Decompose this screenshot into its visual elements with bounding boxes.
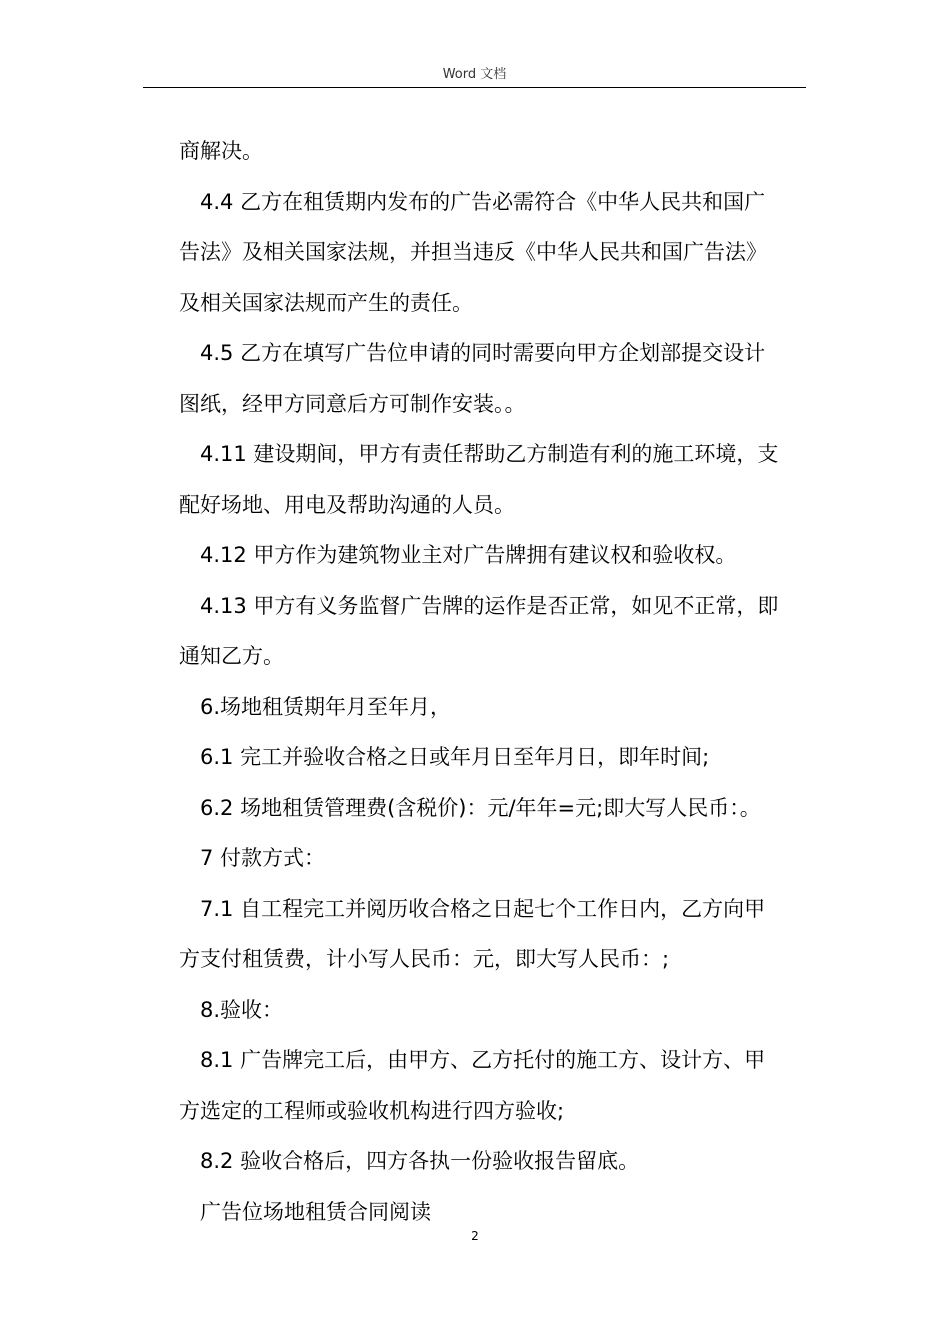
paragraph-line: 方支付租赁费，计小写人民币：元，即大写人民币：; — [179, 947, 670, 971]
paragraph-line: 及相关国家法规而产生的责任。 — [179, 290, 473, 315]
paragraph-line: 4.11 建设期间，甲方有责任帮助乙方制造有利的施工环境，支 — [200, 442, 779, 466]
paragraph-line: 4.13 甲方有义务监督广告牌的运作是否正常，如见不正常，即 — [200, 593, 779, 618]
paragraph-line: 6.1 完工并验收合格之日或年月日至年月日，即年时间; — [200, 745, 710, 769]
paragraph-line: 7.1 自工程完工并阅历收合格之日起七个工作日内，乙方向甲 — [200, 896, 766, 921]
paragraph-line: 配好场地、用电及帮助沟通的人员。 — [179, 492, 515, 517]
paragraph-line: 方选定的工程师或验收机构进行四方验收; — [179, 1098, 565, 1123]
page-number: 2 — [471, 1229, 479, 1243]
paragraph-line: 通知乙方。 — [179, 644, 284, 668]
paragraph-line: 广告位场地租赁合同阅读 — [200, 1199, 431, 1224]
paragraph-line: 8.1 广告牌完工后，由甲方、乙方托付的施工方、设计方、甲 — [200, 1048, 766, 1072]
document-body — [179, 126, 807, 1237]
paragraph-line: 商解决。 — [179, 139, 263, 163]
paragraph-line: 6.场地租赁期年月至年月， — [200, 694, 452, 719]
paragraph-line: 4.5 乙方在填写广告位申请的同时需要向甲方企划部提交设计 — [200, 341, 766, 365]
paragraph-line: 8.2 验收合格后，四方各执一份验收报告留底。 — [200, 1149, 640, 1173]
header-divider — [143, 87, 806, 88]
paragraph-line: 图纸，经甲方同意后方可制作安装。。 — [179, 391, 526, 416]
paragraph-line: 7 付款方式： — [200, 846, 326, 870]
paragraph-line: 4.12 甲方作为建筑物业主对广告牌拥有建议权和验收权。 — [200, 543, 737, 567]
paragraph-line: 8.验收： — [200, 997, 284, 1022]
paragraph-line: 4.4 乙方在租赁期内发布的广告必需符合《中华人民共和国广 — [200, 189, 766, 214]
paragraph-line: 告法》及相关国家法规，并担当违反《中华人民共和国广告法》 — [179, 240, 767, 264]
paragraph-line: 6.2 场地租赁管理费(含税价)：元/年年=元;即大写人民币：。 — [200, 795, 761, 820]
page-header: Word 文档 — [442, 67, 507, 82]
